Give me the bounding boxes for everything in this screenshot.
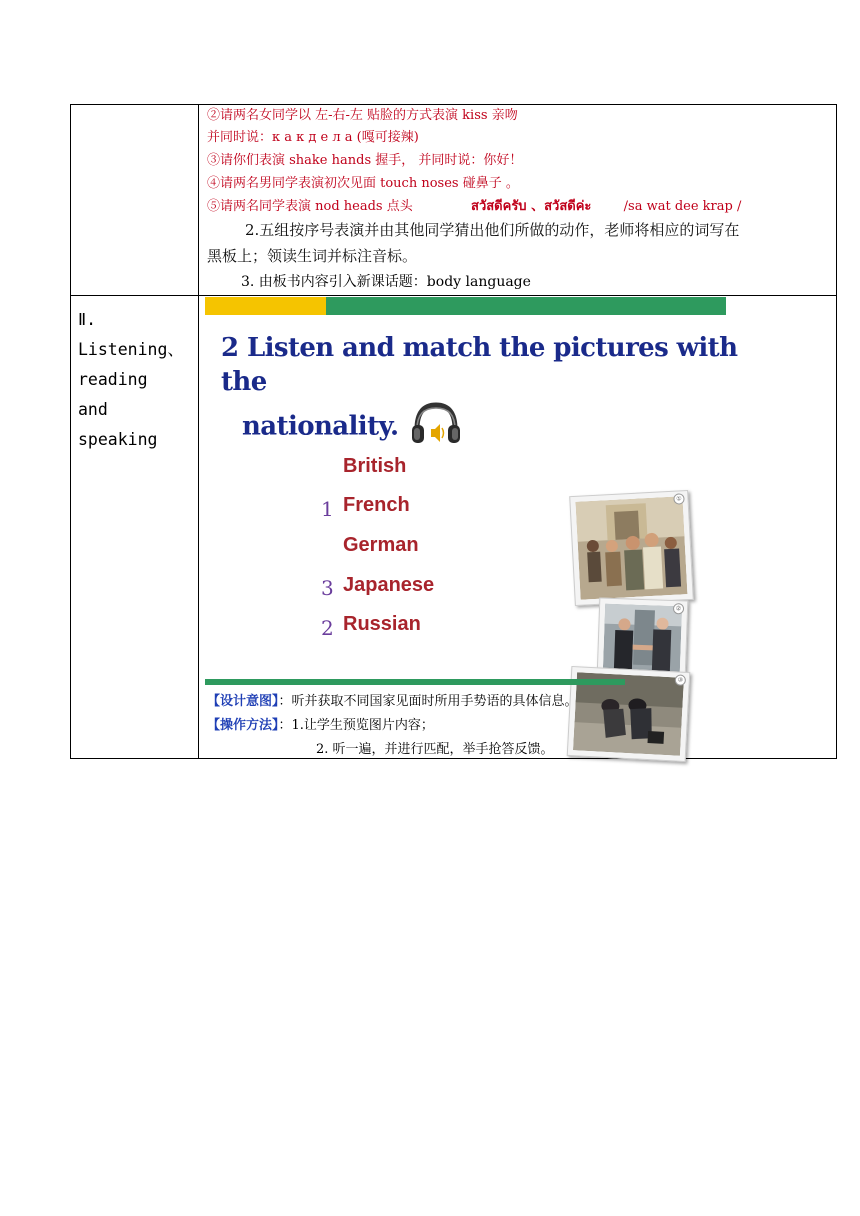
lesson-table bbox=[70, 104, 837, 759]
notes bbox=[207, 690, 578, 762]
thai-pronunciation: /sa wat dee krap / bbox=[623, 199, 742, 214]
nationality-british: British bbox=[343, 455, 407, 477]
touch-noses-instruction: ④请两名男同学表演初次见面 touch noses 碰鼻子 。 bbox=[207, 176, 519, 191]
section-label-speaking: speaking bbox=[78, 430, 158, 449]
slide-title bbox=[221, 331, 741, 456]
green-bar bbox=[326, 297, 726, 315]
kiss-instruction: ②请两名女同学以 左-右-左 贴脸的方式表演 kiss 亲吻 bbox=[207, 108, 518, 123]
step2-text-cont: 黑板上；领读生词并标注音标。 bbox=[207, 247, 418, 265]
operation-method-label: 【操作方法】 bbox=[207, 718, 279, 733]
yellow-bar bbox=[205, 297, 326, 315]
photo-2-image bbox=[603, 604, 682, 673]
operation-method-text: ：1.让学生预览图片内容； bbox=[278, 718, 434, 733]
headphones-icon bbox=[409, 399, 463, 456]
photo-1-image bbox=[576, 496, 688, 599]
step3-text: 3. 由板书内容引入新课话题：body language bbox=[241, 274, 531, 290]
column-divider bbox=[198, 105, 199, 758]
step2-text: 2.五组按序号表演并由其他同学猜出他们所做的动作，老师将相应的词写在 bbox=[245, 221, 740, 239]
bottom-green-bar bbox=[205, 679, 625, 685]
operation-method bbox=[207, 714, 578, 738]
match-number-french: 1 bbox=[321, 497, 334, 521]
section-number: Ⅱ. bbox=[78, 310, 97, 329]
match-number-russian: 2 bbox=[321, 616, 334, 640]
photo-1 bbox=[569, 490, 694, 606]
nod-heads-prefix: ⑤请两名同学表演 nod heads 点头 bbox=[207, 199, 413, 214]
row-divider bbox=[71, 295, 836, 296]
section-label-reading: reading bbox=[78, 370, 148, 389]
section-label-listening: Listening、 bbox=[78, 340, 184, 359]
section-label bbox=[78, 305, 193, 455]
nationality-german: German bbox=[343, 534, 419, 556]
design-intent-label: 【设计意图】 bbox=[207, 694, 279, 709]
slide-title-line2-wrap bbox=[221, 399, 741, 456]
section-label-and: and bbox=[78, 400, 108, 419]
design-intent bbox=[207, 690, 578, 714]
nationality-japanese: Japanese bbox=[343, 574, 435, 596]
slide-title-line1: 2 Listen and match the pictures with the bbox=[221, 333, 738, 397]
nationality-russian: Russian bbox=[343, 613, 421, 635]
match-number-japanese: 3 bbox=[321, 576, 334, 600]
shake-hands-instruction: ③请你们表演 shake hands 握手， 并同时说：你好！ bbox=[207, 153, 523, 168]
nationality-french: French bbox=[343, 494, 410, 516]
kiss-phrase: 并同时说：к а к д е л а (嘎可接辣) bbox=[207, 130, 419, 145]
slide-image bbox=[205, 297, 738, 687]
thai-greeting: สวัสดีครับ 、สวัสดีค่ะ bbox=[471, 199, 592, 214]
photo-3-number: ③ bbox=[675, 674, 687, 686]
photo-1-number: ① bbox=[673, 493, 685, 505]
nod-heads-instruction bbox=[207, 198, 741, 216]
slide-title-line2: nationality. bbox=[242, 411, 399, 442]
operation-step2: 2. 听一遍，并进行匹配，举手抢答反馈。 bbox=[316, 742, 554, 757]
design-intent-text: ：听并获取不同国家见面时所用手势语的具体信息。 bbox=[278, 694, 578, 709]
photo-2 bbox=[597, 597, 689, 678]
photo-2-number: ② bbox=[673, 603, 684, 614]
